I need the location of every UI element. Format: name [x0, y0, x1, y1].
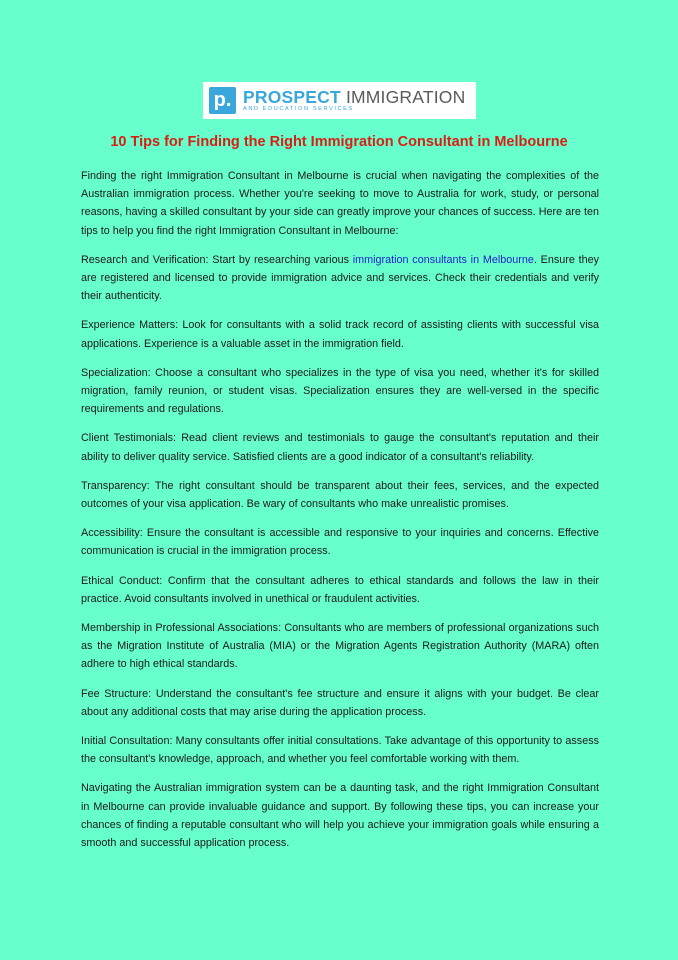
logo-word-immigration: IMMIGRATION	[345, 87, 466, 107]
tip-client-testimonials: Client Testimonials: Read client reviews and testimonials to gauge the consultant's reputation and their ability to deliver quality service. Satisfied clients are a good indicator of a consultant's reliability.	[81, 432, 599, 463]
tip-professional-associations: Membership in Professional Associations: Consultants who are members of professional organizations such as the Migration Institute of Australia (MIA) or the Migration Agents Registration Authority (MARA) often adhere to high ethical standards.	[81, 622, 599, 671]
article-body	[81, 167, 599, 863]
tip-transparency: Transparency: The right consultant should be transparent about their fees, services, and the expected outcomes of your visa application. Be wary of consultants who make unrealistic promises.	[81, 479, 599, 511]
tip-accessibility: Accessibility: Ensure the consultant is accessible and responsive to your inquiries and concerns. Effective communication is crucial in the immigration process.	[81, 527, 599, 558]
logo-subtitle: AND EDUCATION SERVICES	[243, 106, 354, 112]
company-logo	[203, 82, 476, 119]
tip1-text-before: Research and Verification: Start by researching various	[81, 253, 353, 266]
tip-initial-consultation: Initial Consultation: Many consultants offer initial consultations. Take advantage of this opportunity to assess the consultant's knowledge, approach, and whether you feel comfortable working with them.	[81, 735, 599, 766]
page-title: 10 Tips for Finding the Right Immigration Consultant in Melbourne	[110, 134, 568, 150]
intro-paragraph: Finding the right Immigration Consultant in Melbourne is crucial when navigating the complexities of the Australian immigration process. Whether you're seeking to move to Australia for work, study, or personal reasons, having a skilled consultant by your side can greatly improve your chances of success. Here are ten tips to help you find the right Immigration Consultant in Melbourne:	[81, 170, 599, 237]
tip-specialization: Specialization: Choose a consultant who specializes in the type of visa you need, whether it's for skilled migration, family reunion, or student visas. Specialization ensures they are well-versed in the specific requirements and regulations.	[81, 366, 599, 416]
tip-ethical-conduct: Ethical Conduct: Confirm that the consultant adheres to ethical standards and follows the law in their practice. Avoid consultants involved in unethical or fraudulent activities.	[81, 574, 599, 605]
tip1-text-after: . Ensure they are registered and licensed to provide immigration advice and services. Check their credentials and verify their authenticity.	[81, 253, 599, 303]
logo-wordmark	[243, 88, 465, 106]
logo-mark: p.	[209, 87, 236, 114]
tip-fee-structure: Fee Structure: Understand the consultant's fee structure and ensure it aligns with your budget. Be clear about any additional costs that may arise during the application process.	[81, 687, 599, 718]
tip-research-verification	[81, 251, 599, 306]
conclusion-paragraph: Navigating the Australian immigration system can be a daunting task, and the right Immigration Consultant in Melbourne can provide invaluable guidance and support. By following these tips, you can increase your chances of finding a reputable consultant who will help you achieve your immigration goals while ensuring a smooth and successful application process.	[81, 782, 599, 850]
tip-experience: Experience Matters: Look for consultants with a solid track record of assisting clients with successful visa applications. Experience is a valuable asset in the immigration field.	[81, 319, 599, 350]
immigration-consultants-link[interactable]: immigration consultants in Melbourne	[352, 253, 534, 266]
logo-word-prospect: PROSPECT	[243, 87, 341, 107]
logo-text	[243, 88, 465, 113]
